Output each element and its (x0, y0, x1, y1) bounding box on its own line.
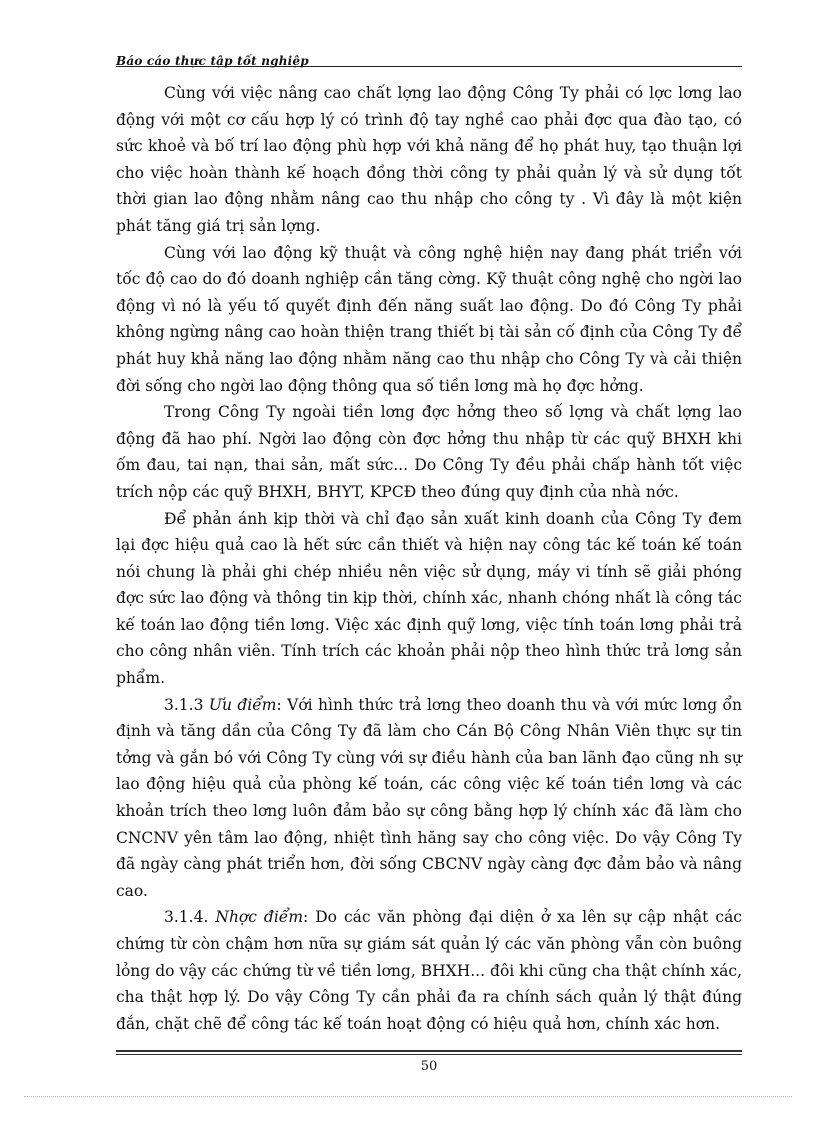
footer-rule-thin (116, 1054, 742, 1055)
advantages-title: Ưu điểm (208, 695, 277, 714)
section-advantages (116, 692, 742, 905)
page-number: 50 (420, 1059, 438, 1074)
paragraph-labor-quality: Cùng với việc nâng cao chất lợng lao động Công Ty phải có lợc lơng lao động với một cơ cấu hợp lý có trình độ tay nghề cao phải đợc qua đào tạo, có sức khoẻ và bố trí lao động phù hợp với khả năng để họ phát huy, tạo thuận lợi cho việc hoàn thành kế hoạch đồng thời công ty phải quản lý và sử dụng tốt thời gian lao động nhằm nâng cao thu nhập cho công ty . Vì đây là một kiện phát tăng giá trị sản lợng. (116, 84, 742, 235)
page-edge-divider (24, 1096, 792, 1097)
header-title: Báo cáo thực tập tốt nghiệp (116, 54, 309, 68)
page-header (116, 50, 742, 68)
disadvantages-text: : Do các văn phòng đại diện ở xa lên sự cập nhật các chứng từ còn chậm hơn nữa sự giám sát quản lý các văn phòng vẫn còn buông lỏng do vậy các chứng từ về tiền lơng, BHXH... đôi khi cũng cha thật chính xác, cha thật hợp lý. Do vậy Công Ty cần phải đa ra chính sách quản lý thật đúng đắn, chặt chẽ để công tác kế toán hoạt động có hiệu quả hơn, chính xác hơn. (116, 908, 742, 1033)
paragraph-income: Trong Công Ty ngoài tiền lơng đợc hởng theo số lợng và chất lợng lao động đã hao phí. Ngời lao động còn đợc hởng thu nhập từ các quỹ BHXH khi ốm đau, tai nạn, thai sản, mất sức... Do Công Ty đều phải chấp hành tốt việc trích nộp các quỹ BHXH, BHYT, KPCĐ theo đúng quy định của nhà nớc. (116, 403, 742, 501)
header-rule (116, 66, 742, 67)
advantages-number: 3.1.3 (164, 695, 204, 714)
disadvantages-number: 3.1.4. (164, 908, 209, 927)
paragraph-technology: Cùng với lao động kỹ thuật và công nghệ hiện nay đang phát triển với tốc độ cao do đó doanh nghiệp cần tăng cờng. Kỹ thuật công nghệ cho ngời lao động vì nó là yếu tố quyết định đến năng suất lao động. Do đó Công Ty phải không ngừng nâng cao hoàn thiện trang thiết bị tài sản cố định của Công Ty để phát huy khả năng lao động nhằm năng cao thu nhập cho Công Ty và cải thiện đời sống cho ngời lao động thông qua số tiền lơng mà họ đợc hởng. (116, 243, 742, 395)
advantages-text: : Với hình thức trả lơng theo doanh thu và với mức lơng ổn định và tăng dần của Công Ty đã làm cho Cán Bộ Công Nhân Viên thực sự tin tởng và gắn bó với Công Ty cùng với sự điều hành của ban lãnh đạo cũng nh sự lao động hiệu quả của phòng kế toán, các công việc kế toán tiền lơng và các khoản trích theo lơng luôn đảm bảo sự công bằng hợp lý chính xác đã làm cho CNCNV yên tâm lao động, nhiệt tình hăng say cho công việc. Do vậy Công Ty đã ngày càng phát triển hơn, đời sống CBCNV ngày càng đợc đảm bảo và nâng cao. (116, 695, 743, 900)
document-body (116, 80, 742, 1037)
section-disadvantages (116, 904, 742, 1037)
footer-rule-thick (116, 1050, 742, 1052)
page-footer (116, 1050, 742, 1074)
paragraph-accounting: Để phản ánh kịp thời và chỉ đạo sản xuất kinh doanh của Công Ty đem lại đợc hiệu quả cao là hết sức cần thiết và hiện nay công tác kế toán kế toán nói chung là phải ghi chép nhiều nên việc sử dụng, máy vi tính sẽ giải phóng đợc sức lao động và thông tin kịp thời, chính xác, nhanh chóng nhất là công tác kế toán lao động tiền lơng. Việc xác định quỹ lơng, việc tính toán lơng phải trả cho công nhân viên. Tính trích các khoản phải nộp theo hình thức trả lơng sản phẩm. (116, 509, 742, 688)
disadvantages-title: Nhợc điểm (215, 908, 304, 927)
